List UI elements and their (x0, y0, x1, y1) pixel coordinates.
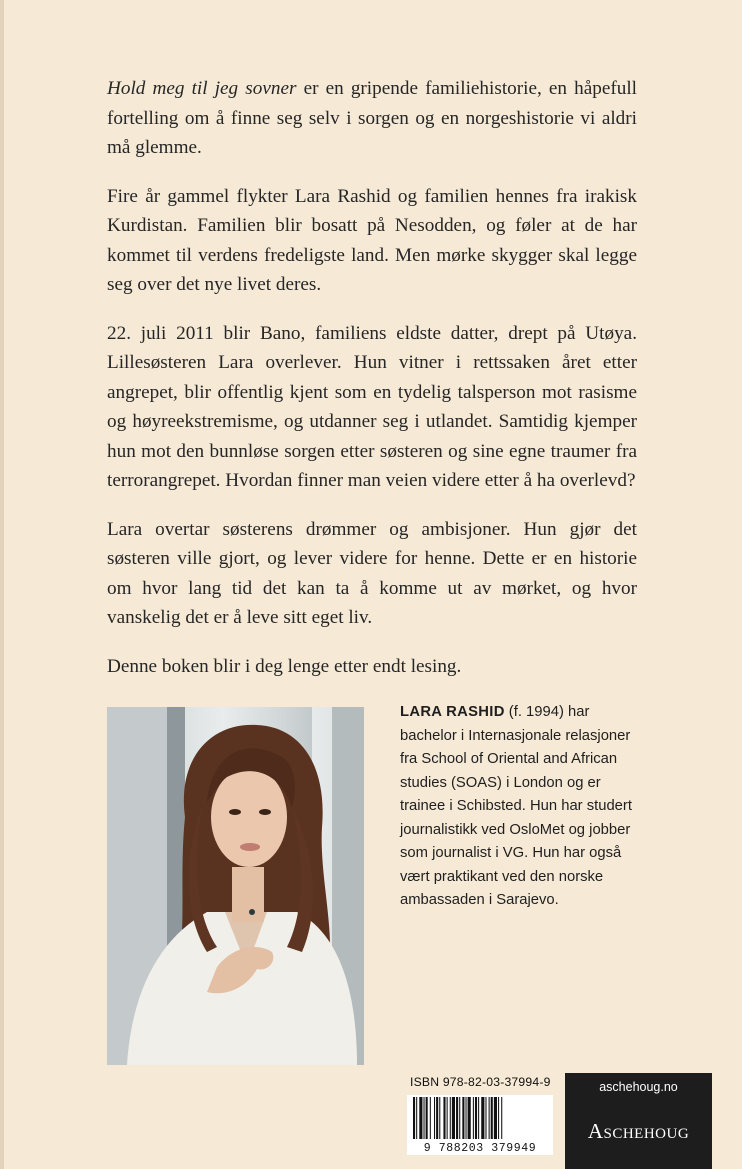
barcode-bar (443, 1097, 445, 1139)
barcode-bar (426, 1097, 428, 1139)
barcode-bar (459, 1097, 460, 1139)
author-bio-text: (f. 1994) har bachelor i Internasjonale relasjoner fra School of Oriental and African studies (SOAS) i London og er trainee i Schibsted. Hun har studert journalistikk ved OsloMet og jobber som journalist i VG. Hun har også vært praktikant ved den norske ambassaden i Sarajevo. (400, 704, 632, 908)
barcode-bar (489, 1097, 490, 1139)
barcode-bar (485, 1097, 486, 1139)
back-cover-blurb (107, 74, 637, 700)
publisher-url[interactable]: aschehoug.no (599, 1080, 678, 1094)
author-name: LARA RASHID (400, 704, 505, 720)
barcode-digits: 9 788203 379949 (407, 1142, 553, 1155)
barcode-bar (436, 1097, 438, 1139)
barcode-bar (501, 1097, 502, 1139)
barcode-bar (468, 1097, 471, 1139)
barcode-bar (494, 1097, 497, 1139)
barcode-bar (475, 1097, 477, 1139)
book-title: Hold meg til jeg sovner (107, 78, 297, 99)
blurb-paragraph-1: Hold meg til jeg sovner er en gripende familiehistorie, en håpefull fortelling om å finne seg selv i sorgen og en norgeshistorie vi aldri må glemme. (107, 78, 637, 158)
author-photo (107, 707, 364, 1065)
isbn-label: ISBN 978-82-03-37994-9 (410, 1075, 551, 1089)
barcode-bar (481, 1097, 484, 1139)
barcode-bar (416, 1097, 417, 1139)
barcode-bar (424, 1097, 425, 1139)
publisher-box (565, 1073, 712, 1169)
barcode-bar (413, 1097, 415, 1139)
blurb-paragraph-4: Lara overtar søsterens drømmer og ambisjoner. Hun gjør det søsteren ville gjort, og lever videre for henne. Dette er en historie om hvor lang tid det kan ta å komme ut av mørket, og hvor vanskelig det er å leve sitt eget liv. (107, 518, 637, 628)
author-bio (400, 701, 650, 913)
publisher-logo: Aschehoug (587, 1119, 690, 1143)
barcode-bar (466, 1097, 467, 1139)
barcode-bar (419, 1097, 422, 1139)
barcode-bar (447, 1097, 448, 1139)
barcode-bar (430, 1097, 431, 1139)
barcode-bar (439, 1097, 440, 1139)
barcode-bar (498, 1097, 499, 1139)
blurb-paragraph-5: Denne boken blir i deg lenge etter endt lesing. (107, 655, 462, 677)
barcode-bar (450, 1097, 451, 1139)
barcode-bar (456, 1097, 458, 1139)
barcode-bar (473, 1097, 474, 1139)
barcode-bar (434, 1097, 435, 1139)
cover-edge (0, 0, 4, 1169)
blurb-paragraph-2: Fire år gammel flykter Lara Rashid og familien hennes fra irakisk Kurdistan. Familien blir bosatt på Nesodden, og føler at de har kommet til verdens fredeligste land. Men mørke skygger skal legge seg over det nye livet deres. (107, 185, 637, 295)
barcode-bar (462, 1097, 464, 1139)
barcode-bar (491, 1097, 493, 1139)
barcode-bar (478, 1097, 479, 1139)
blurb-paragraph-3: 22. juli 2011 blir Bano, familiens eldste datter, drept på Utøya. Lillesøsteren Lara overlever. Hun vitner i rettssaken året etter angrepet, blir offentlig kjent som en tydelig talsperson mot rasisme og høyreekstremisme, og utdanner seg i utlandet. Samtidig kjemper hun mot den bunnløse sorgen etter søsteren og sine egne traumer fra terrorangrepet. Hvordan finner man veien videre etter å ha overlevd? (107, 322, 637, 491)
barcode-bar (452, 1097, 455, 1139)
